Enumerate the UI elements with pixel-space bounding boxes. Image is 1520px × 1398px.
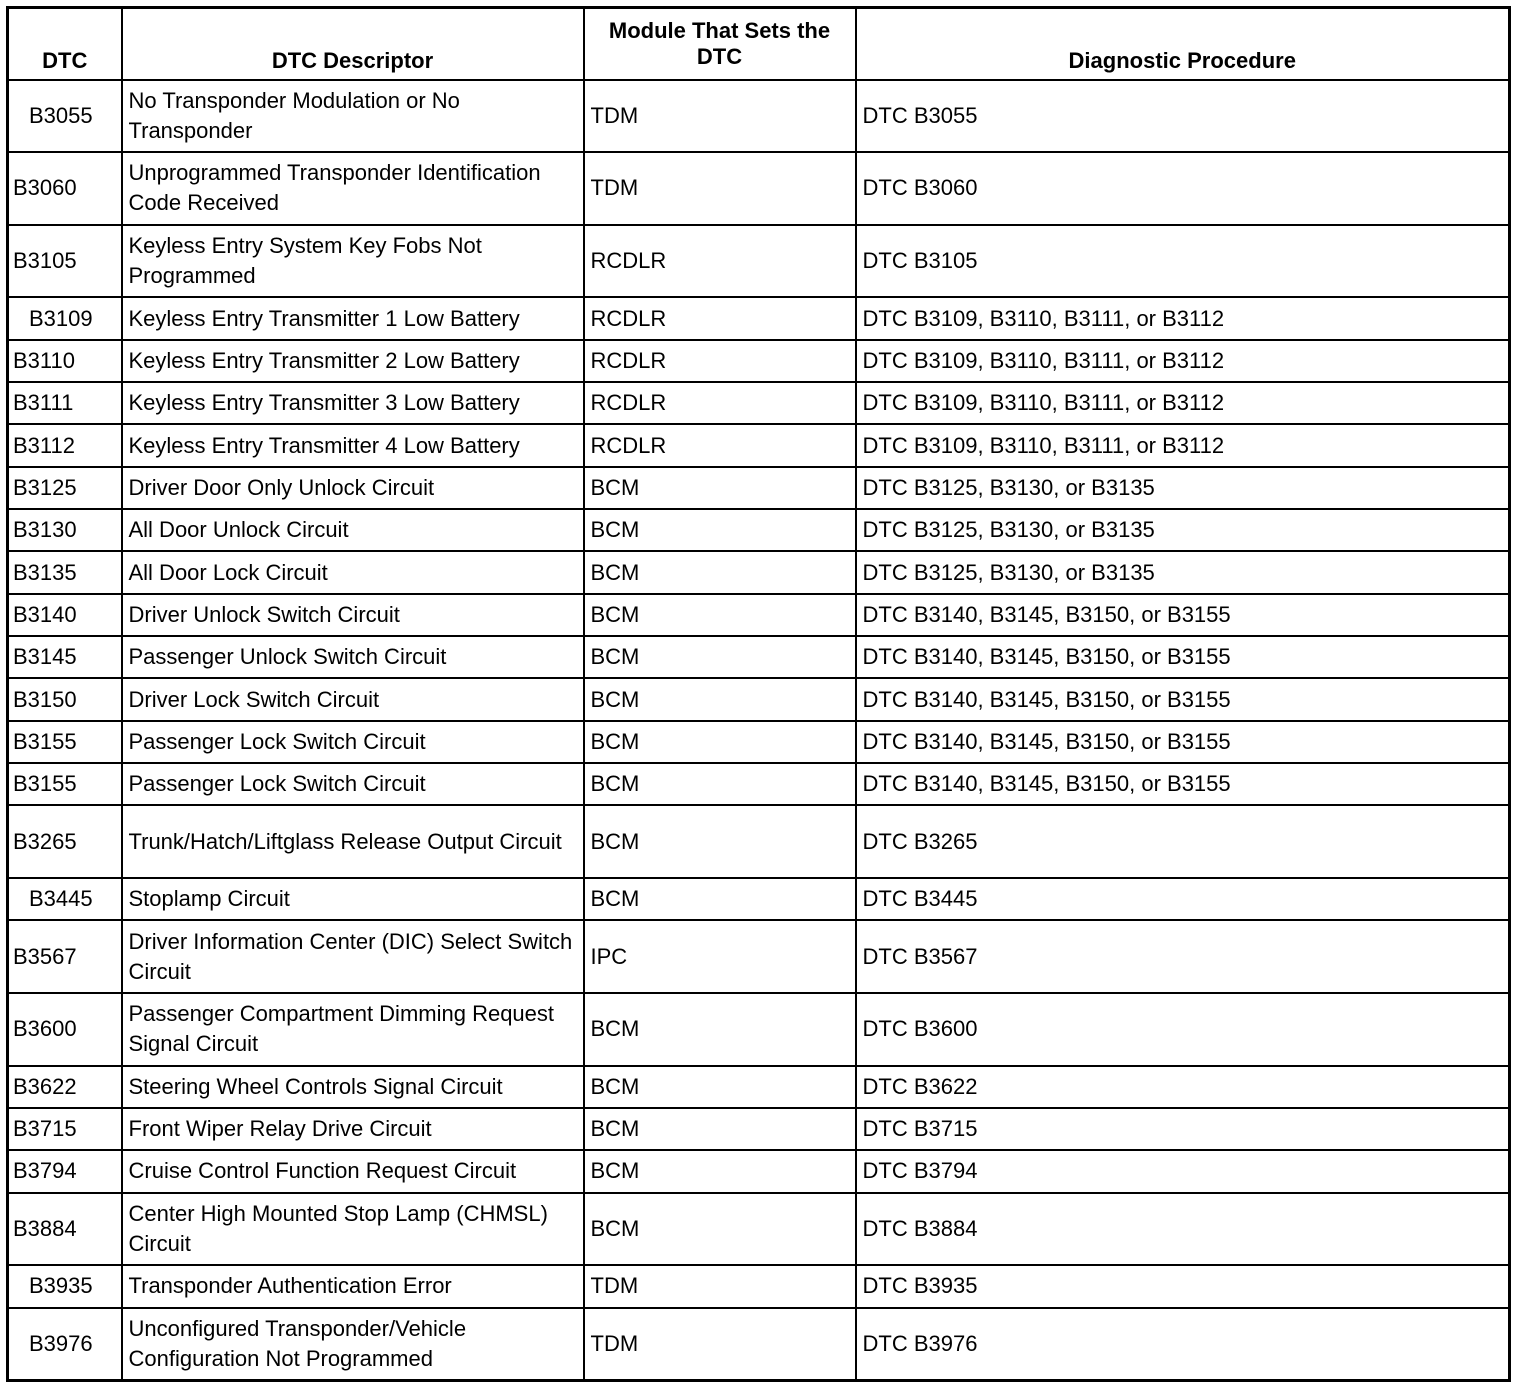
module-cell: IPC: [584, 920, 856, 993]
dtc-code-cell: B3715: [8, 1108, 122, 1150]
table-row: [8, 424, 1510, 466]
procedure-cell: DTC B3140, B3145, B3150, or B3155: [856, 636, 1510, 678]
module-cell: TDM: [584, 1308, 856, 1381]
table-row: [8, 1308, 1510, 1381]
module-cell: BCM: [584, 878, 856, 920]
dtc-code-cell: B3112: [8, 424, 122, 466]
module-cell: BCM: [584, 1108, 856, 1150]
table-row: [8, 80, 1510, 153]
descriptor-cell: All Door Unlock Circuit: [122, 509, 584, 551]
descriptor-cell: All Door Lock Circuit: [122, 551, 584, 593]
procedure-cell: DTC B3445: [856, 878, 1510, 920]
table-row: [8, 805, 1510, 878]
descriptor-cell: Trunk/Hatch/Liftglass Release Output Circuit: [122, 805, 584, 878]
table-row: [8, 678, 1510, 720]
table-row: [8, 297, 1510, 339]
descriptor-cell: Driver Unlock Switch Circuit: [122, 594, 584, 636]
module-cell: RCDLR: [584, 225, 856, 298]
procedure-cell: DTC B3140, B3145, B3150, or B3155: [856, 763, 1510, 805]
procedure-cell: DTC B3109, B3110, B3111, or B3112: [856, 340, 1510, 382]
table-row: [8, 152, 1510, 225]
table-row: [8, 993, 1510, 1066]
procedure-cell: DTC B3567: [856, 920, 1510, 993]
table-row: [8, 225, 1510, 298]
module-cell: RCDLR: [584, 424, 856, 466]
module-cell: BCM: [584, 763, 856, 805]
procedure-cell: DTC B3055: [856, 80, 1510, 153]
procedure-cell: DTC B3125, B3130, or B3135: [856, 509, 1510, 551]
module-cell: TDM: [584, 1265, 856, 1307]
module-cell: BCM: [584, 509, 856, 551]
descriptor-cell: Unconfigured Transponder/Vehicle Configuration Not Programmed: [122, 1308, 584, 1381]
dtc-code-cell: B3060: [8, 152, 122, 225]
descriptor-cell: Unprogrammed Transponder Identification Code Received: [122, 152, 584, 225]
procedure-cell: DTC B3976: [856, 1308, 1510, 1381]
descriptor-cell: Keyless Entry Transmitter 4 Low Battery: [122, 424, 584, 466]
table-row: [8, 467, 1510, 509]
dtc-code-cell: B3140: [8, 594, 122, 636]
procedure-cell: DTC B3794: [856, 1150, 1510, 1192]
dtc-code-cell: B3150: [8, 678, 122, 720]
dtc-code-cell: B3109: [8, 297, 122, 339]
module-cell: BCM: [584, 678, 856, 720]
dtc-code-cell: B3110: [8, 340, 122, 382]
table-row: [8, 509, 1510, 551]
module-cell: TDM: [584, 152, 856, 225]
table-row: [8, 878, 1510, 920]
dtc-code-cell: B3135: [8, 551, 122, 593]
procedure-cell: DTC B3105: [856, 225, 1510, 298]
dtc-code-cell: B3125: [8, 467, 122, 509]
module-cell: RCDLR: [584, 340, 856, 382]
dtc-code-cell: B3622: [8, 1066, 122, 1108]
descriptor-cell: Passenger Compartment Dimming Request Signal Circuit: [122, 993, 584, 1066]
dtc-code-cell: B3111: [8, 382, 122, 424]
table-row: [8, 920, 1510, 993]
dtc-code-cell: B3794: [8, 1150, 122, 1192]
descriptor-cell: Passenger Lock Switch Circuit: [122, 721, 584, 763]
dtc-code-cell: B3265: [8, 805, 122, 878]
procedure-cell: DTC B3060: [856, 152, 1510, 225]
descriptor-cell: Keyless Entry Transmitter 3 Low Battery: [122, 382, 584, 424]
descriptor-cell: Steering Wheel Controls Signal Circuit: [122, 1066, 584, 1108]
procedure-cell: DTC B3265: [856, 805, 1510, 878]
module-cell: TDM: [584, 80, 856, 153]
dtc-code-cell: B3976: [8, 1308, 122, 1381]
descriptor-cell: Passenger Unlock Switch Circuit: [122, 636, 584, 678]
dtc-code-cell: B3600: [8, 993, 122, 1066]
table-row: [8, 551, 1510, 593]
module-cell: RCDLR: [584, 297, 856, 339]
procedure-cell: DTC B3140, B3145, B3150, or B3155: [856, 678, 1510, 720]
table-row: [8, 763, 1510, 805]
dtc-code-cell: B3145: [8, 636, 122, 678]
table-header: [8, 8, 1510, 80]
procedure-cell: DTC B3109, B3110, B3111, or B3112: [856, 382, 1510, 424]
module-cell: BCM: [584, 594, 856, 636]
table-row: [8, 594, 1510, 636]
table-row: [8, 1150, 1510, 1192]
module-cell: BCM: [584, 1193, 856, 1266]
descriptor-cell: Keyless Entry System Key Fobs Not Programmed: [122, 225, 584, 298]
module-cell: BCM: [584, 721, 856, 763]
descriptor-cell: Keyless Entry Transmitter 2 Low Battery: [122, 340, 584, 382]
table-row: [8, 636, 1510, 678]
table-row: [8, 721, 1510, 763]
procedure-cell: DTC B3622: [856, 1066, 1510, 1108]
table-row: [8, 1265, 1510, 1307]
module-cell: BCM: [584, 1066, 856, 1108]
procedure-cell: DTC B3109, B3110, B3111, or B3112: [856, 297, 1510, 339]
header-procedure: Diagnostic Procedure: [856, 8, 1510, 80]
module-cell: BCM: [584, 1150, 856, 1192]
descriptor-cell: Cruise Control Function Request Circuit: [122, 1150, 584, 1192]
descriptor-cell: No Transponder Modulation or No Transponder: [122, 80, 584, 153]
header-module: Module That Sets the DTC: [584, 8, 856, 80]
header-descriptor: DTC Descriptor: [122, 8, 584, 80]
dtc-code-cell: B3055: [8, 80, 122, 153]
descriptor-cell: Center High Mounted Stop Lamp (CHMSL) Circuit: [122, 1193, 584, 1266]
dtc-code-cell: B3884: [8, 1193, 122, 1266]
header-dtc: DTC: [8, 8, 122, 80]
procedure-cell: DTC B3125, B3130, or B3135: [856, 551, 1510, 593]
dtc-code-cell: B3445: [8, 878, 122, 920]
procedure-cell: DTC B3125, B3130, or B3135: [856, 467, 1510, 509]
procedure-cell: DTC B3715: [856, 1108, 1510, 1150]
dtc-code-cell: B3935: [8, 1265, 122, 1307]
procedure-cell: DTC B3600: [856, 993, 1510, 1066]
table-row: [8, 1193, 1510, 1266]
module-cell: BCM: [584, 636, 856, 678]
dtc-code-cell: B3130: [8, 509, 122, 551]
table-row: [8, 340, 1510, 382]
descriptor-cell: Transponder Authentication Error: [122, 1265, 584, 1307]
dtc-code-cell: B3567: [8, 920, 122, 993]
descriptor-cell: Driver Information Center (DIC) Select Switch Circuit: [122, 920, 584, 993]
table-body: [8, 80, 1510, 1381]
descriptor-cell: Front Wiper Relay Drive Circuit: [122, 1108, 584, 1150]
procedure-cell: DTC B3109, B3110, B3111, or B3112: [856, 424, 1510, 466]
table-row: [8, 382, 1510, 424]
dtc-table: [6, 6, 1511, 1382]
procedure-cell: DTC B3884: [856, 1193, 1510, 1266]
dtc-code-cell: B3155: [8, 763, 122, 805]
module-cell: RCDLR: [584, 382, 856, 424]
module-cell: BCM: [584, 993, 856, 1066]
table-row: [8, 1108, 1510, 1150]
procedure-cell: DTC B3140, B3145, B3150, or B3155: [856, 721, 1510, 763]
table-row: [8, 1066, 1510, 1108]
procedure-cell: DTC B3140, B3145, B3150, or B3155: [856, 594, 1510, 636]
module-cell: BCM: [584, 805, 856, 878]
module-cell: BCM: [584, 551, 856, 593]
header-row: [8, 8, 1510, 80]
descriptor-cell: Passenger Lock Switch Circuit: [122, 763, 584, 805]
descriptor-cell: Stoplamp Circuit: [122, 878, 584, 920]
procedure-cell: DTC B3935: [856, 1265, 1510, 1307]
dtc-code-cell: B3155: [8, 721, 122, 763]
descriptor-cell: Driver Door Only Unlock Circuit: [122, 467, 584, 509]
descriptor-cell: Driver Lock Switch Circuit: [122, 678, 584, 720]
descriptor-cell: Keyless Entry Transmitter 1 Low Battery: [122, 297, 584, 339]
module-cell: BCM: [584, 467, 856, 509]
dtc-code-cell: B3105: [8, 225, 122, 298]
